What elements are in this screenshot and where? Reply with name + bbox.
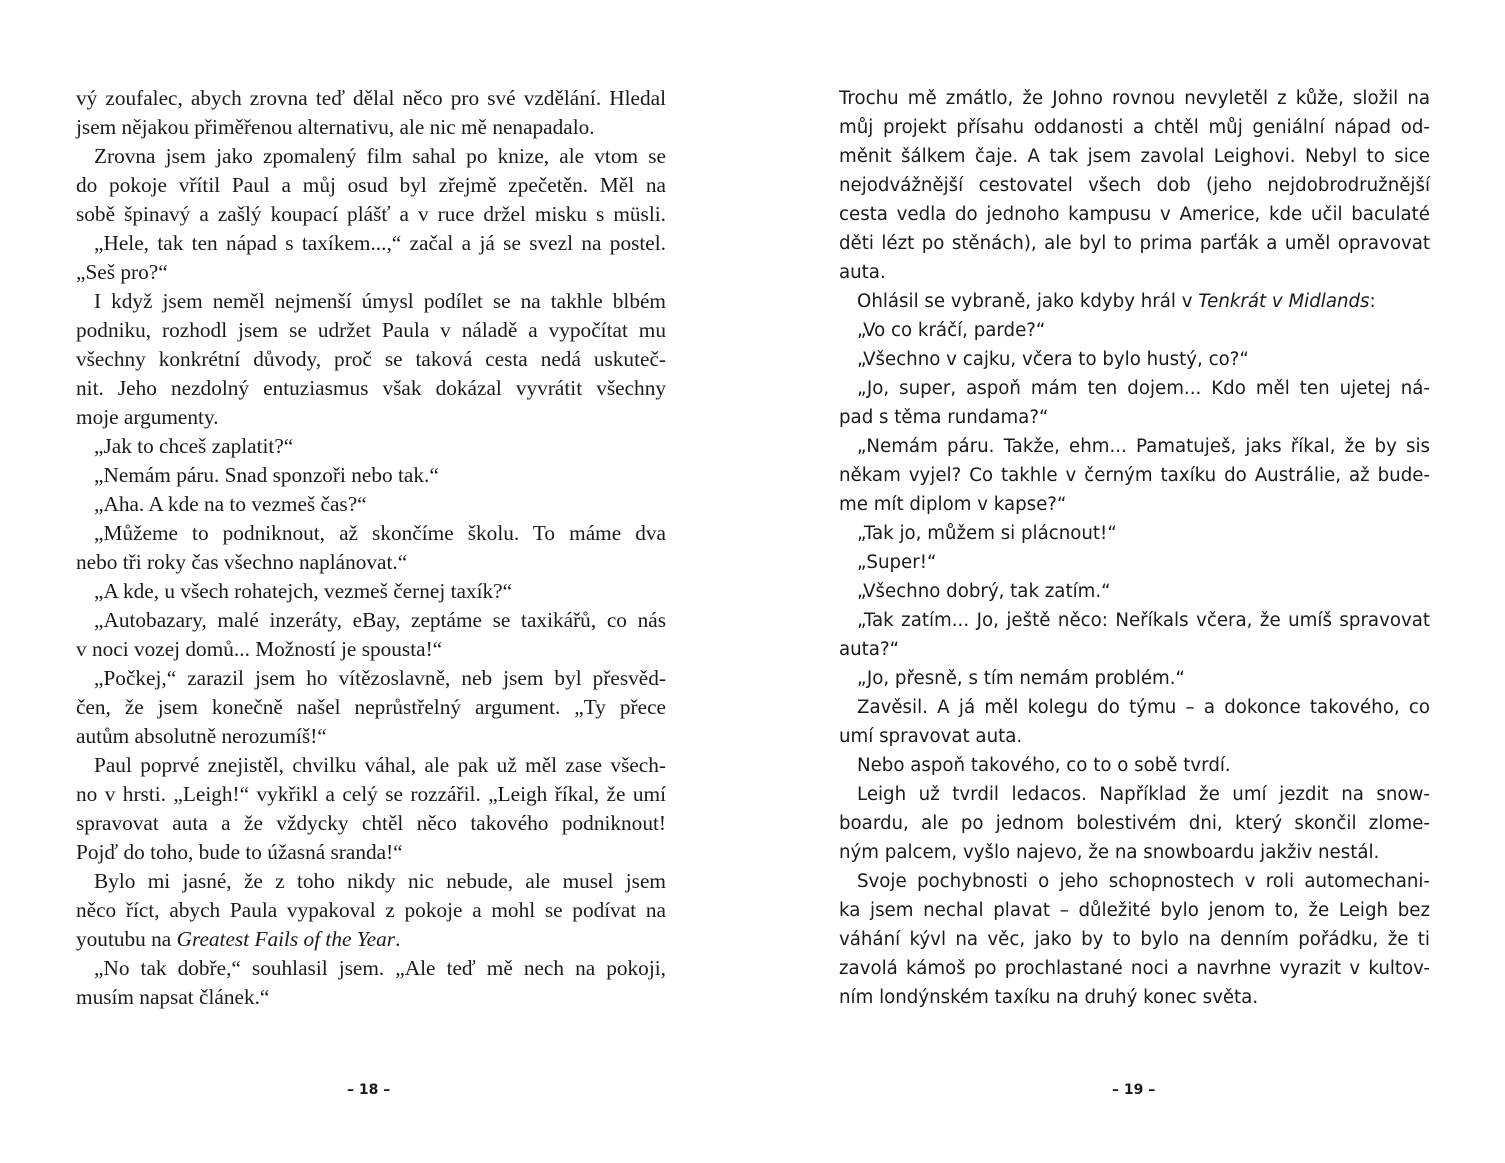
text-line: „Jo, přesně, s tím nemám problém.“ bbox=[857, 668, 1185, 689]
text-line: cesta vedla do jednoho kampusu v Americe, kde učil baculaté bbox=[839, 204, 1430, 225]
text-line: někam vyjel? Co takhle v černým taxíku do Austrálie, až bude- bbox=[839, 465, 1430, 486]
italic-title: Greatest Fails of the Year bbox=[176, 927, 396, 951]
text-line: „No tak dobře,“ souhlasil jsem. „Ale teď mě nech na pokoji, bbox=[94, 956, 666, 980]
text-line: v noci vozej domů... Možností je spousta!“ bbox=[76, 637, 443, 661]
text-line: „Seš pro?“ bbox=[76, 260, 168, 284]
text-line bbox=[76, 925, 666, 954]
text-line: Pojď do toho, bude to úžasná sranda!“ bbox=[76, 840, 403, 864]
text-line: Leigh už tvrdil ledacos. Například že umí jezdit na snow- bbox=[857, 784, 1430, 805]
text-line: čen, že jsem konečně našel neprůstřelný argument. „Ty přece bbox=[76, 695, 666, 719]
text-line: něco říct, abych Paula vypakoval z pokoje a mohl se podívat na bbox=[76, 898, 666, 922]
text-line: děti lézt po stěnách), ale byl to prima parťák a uměl opravovat bbox=[839, 233, 1430, 254]
text-line: vý zoufalec, abych zrovna teď dělal něco pro své vzdělání. Hledal bbox=[76, 86, 666, 110]
text-line: I když jsem neměl nejmenší úmysl podílet se na takhle blbém bbox=[94, 289, 666, 313]
text-line: „Jo, super, aspoň mám ten dojem... Kdo měl ten ujetej ná- bbox=[857, 378, 1430, 399]
text-line: podniku, rozhodl jsem se udržet Paula v náladě a vypočítat mu bbox=[76, 318, 666, 342]
page-number-left: – 18 – bbox=[347, 1082, 391, 1098]
italic-title: Tenkrát v Midlands bbox=[1198, 291, 1370, 312]
text-line: sobě špinavý a zašlý koupací plášť a v ruce držel misku s müsli. bbox=[76, 202, 666, 226]
text-line: „Super!“ bbox=[857, 552, 937, 573]
text-line: můj projekt přísahu oddanosti a chtěl můj geniální nápad od- bbox=[839, 117, 1430, 138]
text-line: Zavěsil. A já měl kolegu do týmu – a dokonce takového, co bbox=[857, 697, 1430, 718]
right-page-text bbox=[839, 84, 1430, 1012]
text-line: ným palcem, vyšlo najevo, že na snowboardu jakživ nestál. bbox=[839, 842, 1380, 863]
text-line: pad s těma rundama?“ bbox=[839, 407, 1049, 428]
text-line: ním londýnském taxíku na druhý konec světa. bbox=[839, 987, 1259, 1008]
text-line: moje argumenty. bbox=[76, 405, 219, 429]
text-line: Nebo aspoň takového, co to o sobě tvrdí. bbox=[857, 755, 1231, 776]
text-line: Trochu mě zmátlo, že Johno rovnou nevyletěl z kůže, složil na bbox=[839, 88, 1430, 109]
text-line: spravovat auta a že vždycky chtěl něco takového podniknout! bbox=[76, 811, 666, 835]
text-line: nejodvážnější cestovatel všech dob (jeho nejdobrodružnější bbox=[839, 175, 1430, 196]
text-line: „Aha. A kde na to vezmeš čas?“ bbox=[94, 492, 367, 516]
text-line: musím napsat článek.“ bbox=[76, 985, 270, 1009]
left-page-text bbox=[76, 84, 666, 1012]
text-line: no v hrsti. „Leigh!“ vykřikl a celý se rozzářil. „Leigh říkal, že umí bbox=[76, 782, 666, 806]
text-line: „Tak zatím... Jo, ještě něco: Neříkals včera, že umíš spravovat bbox=[857, 610, 1430, 631]
text-line: boardu, ale po jednom bolestivém dni, který skončil zlome- bbox=[839, 813, 1430, 834]
text-line: nit. Jeho nezdolný entuziasmus však dokázal vyvrátit všechny bbox=[76, 376, 666, 400]
text-line: „Jak to chceš zaplatit?“ bbox=[94, 434, 294, 458]
text-line: „Všechno dobrý, tak zatím.“ bbox=[857, 581, 1111, 602]
text-line: měnit šálkem čaje. A tak jsem zavolal Leighovi. Nebyl to sice bbox=[839, 146, 1430, 167]
text-segment: Ohlásil se vybraně, jako kdyby hrál v bbox=[857, 291, 1199, 312]
text-line: „Všechno v cajku, včera to bylo hustý, co?“ bbox=[857, 349, 1249, 370]
text-line: jsem nějakou přiměřenou alternativu, ale nic mě nenapadalo. bbox=[76, 115, 595, 139]
text-line: váhání kývl na věc, jako by to bylo na denním pořádku, že ti bbox=[839, 929, 1430, 950]
text-line: Zrovna jsem jako zpomalený film sahal po knize, ale vtom se bbox=[94, 144, 666, 168]
text-segment: youtubu na bbox=[76, 927, 177, 951]
text-line: auta?“ bbox=[839, 639, 900, 660]
text-line: „Počkej,“ zarazil jsem ho vítězoslavně, neb jsem byl přesvěd- bbox=[94, 666, 666, 690]
text-line: „Vo co kráčí, parde?“ bbox=[857, 320, 1046, 341]
text-line: „Tak jo, můžem si plácnout!“ bbox=[857, 523, 1117, 544]
text-line: autům absolutně nerozumíš!“ bbox=[76, 724, 327, 748]
page-number-right: – 19 – bbox=[1112, 1082, 1156, 1098]
text-line: všechny konkrétní důvody, proč se taková cesta nedá uskuteč- bbox=[76, 347, 666, 371]
text-line bbox=[839, 287, 1430, 316]
text-line: „Můžeme to podniknout, až skončíme školu. To máme dva bbox=[94, 521, 666, 545]
text-segment: : bbox=[1369, 291, 1376, 312]
text-line: Svoje pochybnosti o jeho schopnostech v roli automechani- bbox=[857, 871, 1430, 892]
text-line: „Nemám páru. Takže, ehm... Pamatuješ, jaks říkal, že by sis bbox=[857, 436, 1430, 457]
text-line: „A kde, u všech rohatejch, vezmeš černej taxík?“ bbox=[94, 579, 513, 603]
text-line: „Nemám páru. Snad sponzoři nebo tak.“ bbox=[94, 463, 439, 487]
text-line: do pokoje vřítil Paul a můj osud byl zřejmě zpečetěn. Měl na bbox=[76, 173, 666, 197]
text-line: nebo tři roky čas všechno naplánovat.“ bbox=[76, 550, 408, 574]
text-line: ka jsem nechal plavat – důležité bylo jenom to, že Leigh bez bbox=[839, 900, 1430, 921]
text-line: Bylo mi jasné, že z toho nikdy nic nebude, ale musel jsem bbox=[94, 869, 666, 893]
text-line: Paul poprvé znejistěl, chvilku váhal, ale pak už měl zase všech- bbox=[94, 753, 666, 777]
text-segment: . bbox=[395, 927, 401, 951]
text-line: zavolá kámoš po prochlastané noci a navrhne vyrazit v kultov- bbox=[839, 958, 1430, 979]
text-line: „Hele, tak ten nápad s taxíkem...,“ začal a já se svezl na postel. bbox=[94, 231, 666, 255]
text-line: auta. bbox=[839, 262, 886, 283]
text-line: umí spravovat auta. bbox=[839, 726, 1023, 747]
text-line: „Autobazary, malé inzeráty, eBay, zeptáme se taxikářů, co nás bbox=[94, 608, 666, 632]
text-line: me mít diplom v kapse?“ bbox=[839, 494, 1067, 515]
